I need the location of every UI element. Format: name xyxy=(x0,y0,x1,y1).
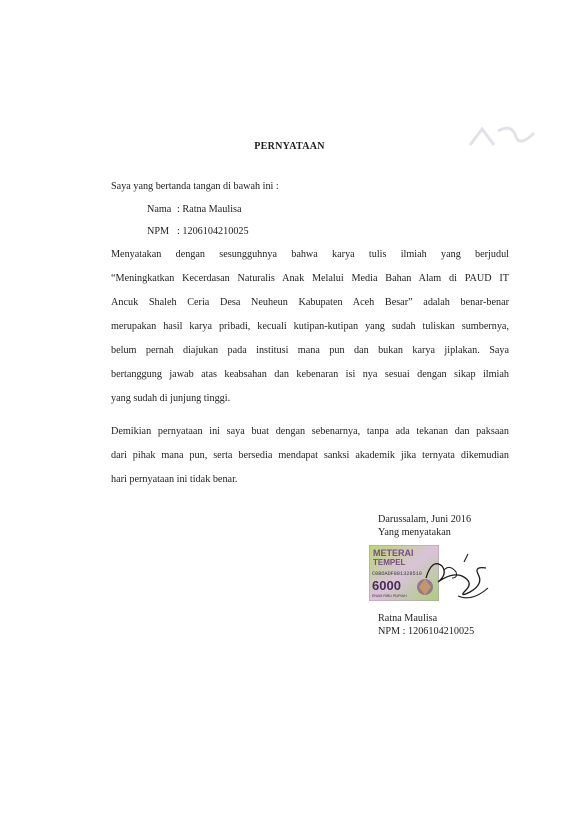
svg-text:METERAI: METERAI xyxy=(373,548,414,558)
paragraph-2-line: Demikian pernyataan ini saya buat dengan sebenarnya, tanpa ada tekanan dan paksaan xyxy=(111,426,509,437)
page-title: PERNYATAAN xyxy=(254,141,325,152)
paragraph-1-line: belum pernah diajukan pada institusi mana pun dan bukan karya jiplakan. Saya xyxy=(111,345,509,356)
signer-role: Yang menyatakan xyxy=(378,527,451,538)
handwritten-signature xyxy=(418,548,498,609)
paragraph-2-line: hari pernyataan ini tidak benar. xyxy=(111,474,238,485)
svg-text:C0BOADF881328510: C0BOADF881328510 xyxy=(372,571,422,577)
name-label: Nama xyxy=(147,204,172,215)
paragraph-1-line: yang sudah di junjung tinggi. xyxy=(111,393,231,404)
npm-label: NPM xyxy=(147,226,170,237)
svg-text:6000: 6000 xyxy=(372,578,401,593)
name-value: : Ratna Maulisa xyxy=(177,204,242,215)
intro-text: Saya yang bertanda tangan di bawah ini : xyxy=(111,181,279,192)
paragraph-2-line: dari pihak mana pun, serta bersedia mendapat sanksi akademik jika ternyata dikemudian xyxy=(111,450,509,461)
paragraph-1-line: bertanggung jawab atas keabsahan dan kebenaran isi nya sesuai dengan sikap ilmiah xyxy=(111,369,509,380)
paragraph-1-line: Menyatakan dengan sesungguhnya bahwa karya tulis ilmiah yang berjudul xyxy=(111,249,509,260)
place-date: Darussalam, Juni 2016 xyxy=(378,514,472,525)
svg-text:ENAM RIBU RUPIAH: ENAM RIBU RUPIAH xyxy=(372,594,407,598)
paragraph-1-line: merupakan hasil karya pribadi, kecuali kutipan-kutipan yang sudah tuliskan sumbernya, xyxy=(111,321,509,332)
paragraph-1-line: “Meningkatkan Kecerdasan Naturalis Anak Melalui Media Bahan Alam di PAUD IT xyxy=(111,273,509,284)
npm-value: : 1206104210025 xyxy=(177,226,249,237)
svg-text:TEMPEL: TEMPEL xyxy=(373,558,406,567)
signer-name: Ratna Maulisa xyxy=(378,613,438,624)
signer-npm: NPM : 1206104210025 xyxy=(378,626,475,637)
paragraph-1-line: Ancuk Shaleh Ceria Desa Neuheun Kabupaten Aceh Besar” adalah benar-benar xyxy=(111,297,509,308)
